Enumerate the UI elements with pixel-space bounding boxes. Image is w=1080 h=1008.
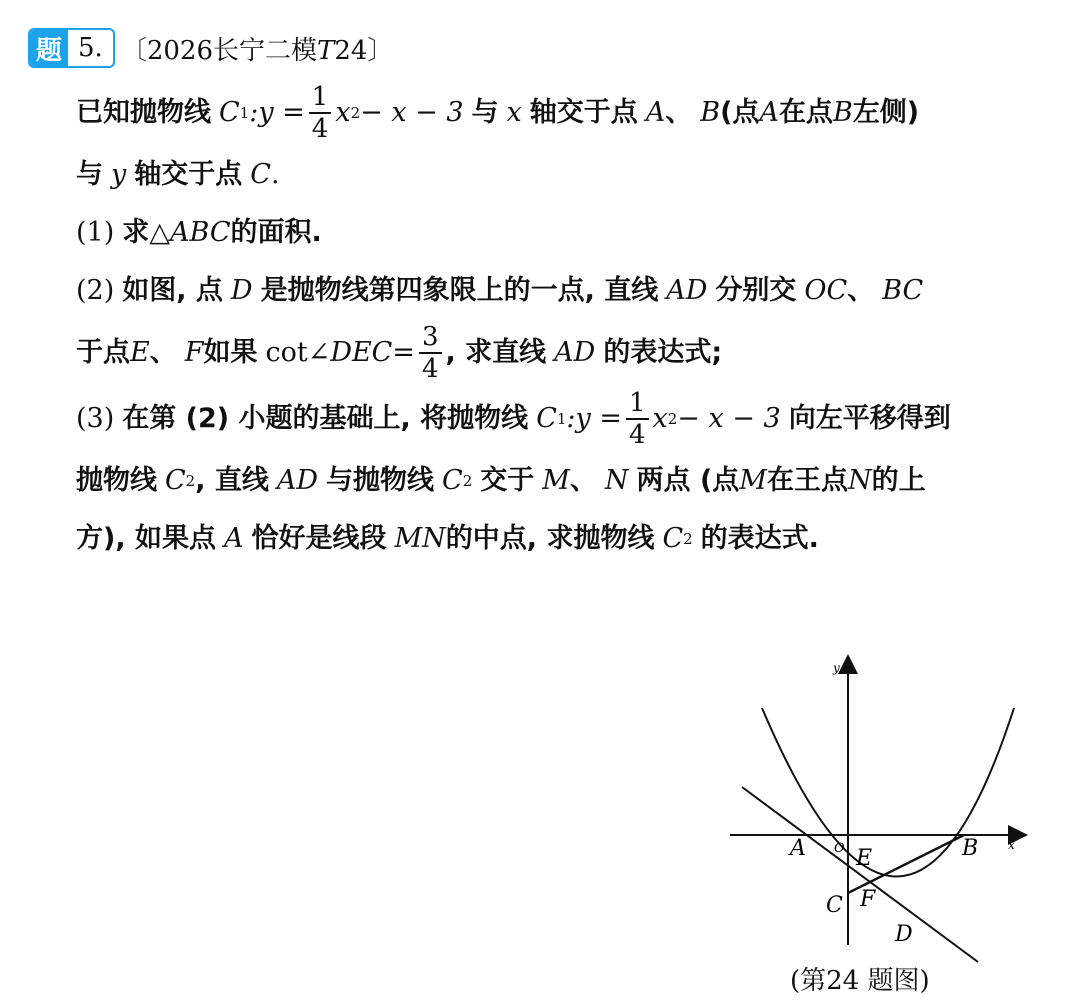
line-7 [76, 452, 1056, 510]
math-y: y [111, 159, 127, 190]
problem-source [121, 30, 394, 67]
text: 、 [847, 275, 875, 306]
text: 分别交 [715, 275, 797, 306]
label-y: y [833, 661, 840, 675]
math: :y = [566, 403, 622, 434]
math-B: B [700, 97, 721, 128]
text: 交于 [480, 465, 535, 496]
math-BC: BC [882, 275, 924, 306]
fraction-denominator: 4 [311, 114, 329, 144]
text: 与抛物线 [326, 465, 435, 496]
text: 与 [76, 159, 103, 190]
label-A: A [790, 836, 806, 861]
math-C: C [442, 465, 463, 496]
label-D: D [895, 922, 913, 947]
fraction-numerator: 1 [626, 388, 649, 420]
fraction [626, 388, 649, 450]
line-2 [76, 146, 1056, 204]
math-cot: cot∠ [265, 337, 331, 368]
problem-number: 5. [78, 33, 103, 63]
fraction-numerator: 3 [419, 322, 442, 354]
math-E: E [130, 337, 150, 368]
source-number: 24〕 [334, 35, 394, 66]
subscript: 2 [683, 530, 693, 548]
text: 已知抛物线 [76, 97, 211, 128]
line-5 [76, 320, 1056, 386]
math-A: A [645, 97, 666, 128]
subscript: 1 [239, 104, 250, 122]
math-A: A [224, 523, 244, 554]
math: = [392, 337, 415, 368]
math-B: B [832, 97, 853, 128]
math-C: C [219, 97, 240, 128]
text: 、 [149, 337, 177, 368]
text: 的面积. [230, 217, 322, 248]
math-C: C [165, 465, 186, 496]
text: 、 [569, 465, 597, 496]
text: 轴交于点 [134, 159, 243, 190]
math: − x − 3 [677, 403, 781, 434]
math-MN: MN [394, 523, 446, 554]
math-AD: AD [554, 337, 596, 368]
math-M: M [542, 465, 570, 496]
text: 方), 如果点 [76, 523, 216, 554]
text: 在第 (2) 小题的基础上, 将抛物线 [122, 403, 529, 434]
text: 恰好是线段 [251, 523, 387, 554]
text: 的上 [871, 465, 926, 496]
figure-caption: (第24 题图) [790, 966, 930, 996]
text: 在王点 [766, 465, 848, 496]
superscript: 2 [350, 104, 361, 122]
text: , 求直线 [445, 337, 547, 368]
text: 是抛物线第四象限上的一点, 直线 [260, 275, 659, 306]
problem-text [76, 80, 1056, 568]
math-M: M [739, 465, 767, 496]
math-C: C [536, 403, 557, 434]
text: 两点 (点 [636, 465, 740, 496]
math-triangle: △ABC [149, 217, 231, 248]
problem-header [28, 28, 393, 68]
text: 向左平移得到 [788, 403, 951, 434]
label-x: x [1008, 838, 1015, 852]
text: 与 [471, 97, 499, 128]
text: , 直线 [195, 465, 269, 496]
parabola-figure [720, 650, 1040, 995]
fraction [309, 82, 332, 144]
label-C: C [826, 893, 843, 918]
line-8 [76, 510, 1056, 568]
subscript: 2 [462, 472, 473, 490]
text: 如图, 点 [122, 275, 223, 306]
math-N: N [604, 465, 629, 496]
part-number: (2) [76, 275, 115, 306]
subscript: 1 [556, 410, 567, 428]
fraction-denominator: 4 [628, 420, 646, 450]
math-D: D [230, 275, 253, 306]
part-number: (3) [76, 403, 115, 434]
tag-label: 题 [30, 30, 68, 66]
text: 如果 [203, 337, 258, 368]
text: 求 [122, 217, 150, 248]
math-C: C [662, 523, 684, 554]
text: 抛物线 [76, 465, 157, 496]
part-number: (1) [76, 217, 115, 248]
math-OC: OC [804, 275, 848, 306]
math: − x − 3 [360, 97, 464, 128]
math-x: x [506, 97, 522, 128]
source-code: T [317, 35, 335, 66]
math-A: A [759, 97, 779, 128]
text: (点 [720, 97, 760, 128]
math-DEC: DEC [330, 337, 393, 368]
text: 、 [665, 97, 693, 128]
line-1 [76, 80, 1056, 146]
line-AD [742, 787, 978, 962]
label-E: E [856, 846, 873, 871]
text: 左侧) [852, 97, 920, 128]
fraction-denominator: 4 [421, 354, 439, 384]
math: :y = [249, 97, 305, 128]
text: 的表达式. [700, 523, 819, 554]
math-C: C [250, 159, 271, 190]
label-O: O [834, 841, 845, 856]
text: 的表达式; [603, 337, 723, 368]
math-F: F [184, 337, 204, 368]
source-prefix: 〔2026长宁二模 [120, 35, 317, 66]
math-AD: AD [666, 275, 708, 306]
line-6 [76, 386, 1056, 452]
math-N: N [847, 465, 872, 496]
math-x: x [335, 97, 351, 128]
text: 于点 [76, 337, 130, 368]
text: 的中点, 求抛物线 [445, 523, 655, 554]
subscript: 2 [185, 472, 196, 490]
superscript: 2 [667, 410, 678, 428]
math-AD: AD [276, 465, 319, 496]
text: 轴交于点 [529, 97, 638, 128]
fraction [419, 322, 442, 384]
problem-tag [28, 28, 115, 68]
text: . [270, 159, 280, 190]
text: 在点 [778, 97, 833, 128]
label-B: B [962, 836, 979, 861]
label-F: F [860, 887, 876, 912]
fraction-numerator: 1 [309, 82, 332, 114]
math-x: x [652, 403, 668, 434]
line-3 [76, 204, 1056, 262]
line-4 [76, 262, 1056, 320]
